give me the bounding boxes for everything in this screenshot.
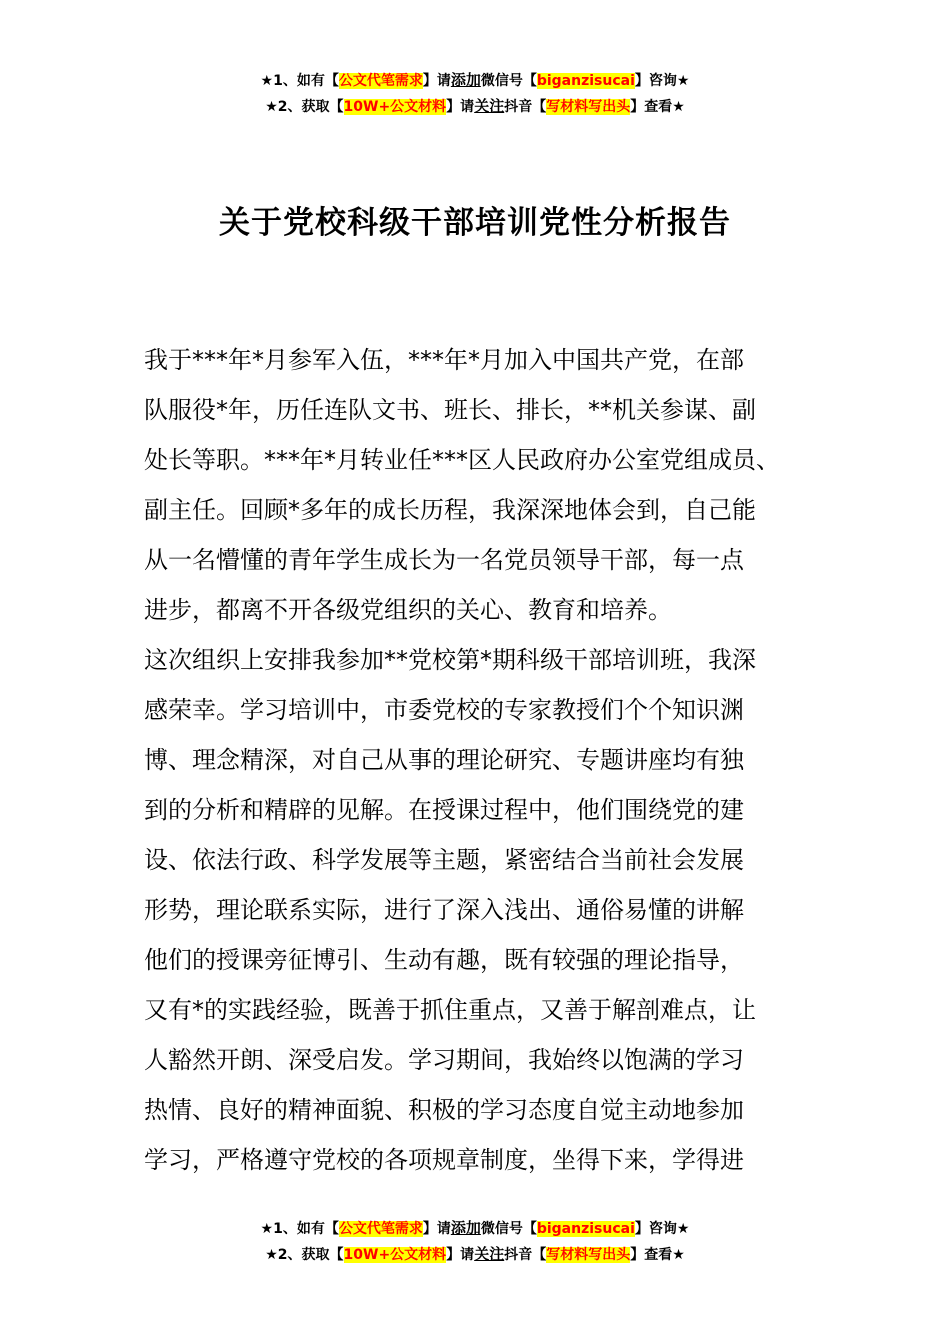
ad-emphasis: 添加	[450, 1219, 481, 1237]
body-line: 形势，理论联系实际，进行了深入浅出、通俗易懂的讲解	[144, 896, 744, 924]
body-line: 感荣幸。学习培训中，市委党校的专家教授们个个知识渊	[144, 696, 744, 724]
body-line: 博、理念精深，对自己从事的理论研究、专题讲座均有独	[144, 746, 744, 774]
ad-text: ★1、如有【	[260, 73, 339, 89]
body-line: 这次组织上安排我参加**党校第*期科级干部培训班，我深	[144, 646, 756, 674]
footer-ad-banner	[0, 1216, 950, 1268]
ad-emphasis: 添加	[450, 71, 481, 89]
body-line: 他们的授课旁征博引、生动有趣，既有较强的理论指导，	[144, 946, 744, 974]
ad-line-1	[0, 68, 950, 94]
ad-text: 】请	[446, 99, 475, 115]
ad-emphasis: 关注	[474, 1245, 505, 1263]
body-line: 人豁然开朗、深受启发。学习期间，我始终以饱满的学习	[144, 1046, 744, 1074]
ad-text: 抖音【	[504, 1247, 547, 1263]
ad-text: 】请	[422, 1221, 451, 1237]
body-line: 设、依法行政、科学发展等主题，紧密结合当前社会发展	[144, 846, 744, 874]
ad-text: 微信号【	[480, 1221, 537, 1237]
body-line: 处长等职。***年*月转业任***区人民政府办公室党组成员、	[144, 446, 780, 474]
ad-text: 】查看★	[630, 99, 685, 115]
body-line: 进步，都离不开各级党组织的关心、教育和培养。	[144, 596, 672, 624]
ad-text: ★2、获取【	[265, 99, 344, 115]
ad-text: 】请	[422, 73, 451, 89]
ad-highlight-douyin-account: 写材料写出头	[546, 1247, 631, 1263]
ad-text: ★1、如有【	[260, 1221, 339, 1237]
ad-text: 抖音【	[504, 99, 547, 115]
body-line: 到的分析和精辟的见解。在授课过程中，他们围绕党的建	[144, 796, 744, 824]
ad-text: 】查看★	[630, 1247, 685, 1263]
ad-highlight-materials: 10W+公文材料	[343, 99, 447, 115]
ad-text: ★2、获取【	[265, 1247, 344, 1263]
ad-text: 】咨询★	[634, 73, 690, 89]
ad-line-1	[0, 1216, 950, 1242]
body-line: 热情、良好的精神面貌、积极的学习态度自觉主动地参加	[144, 1096, 744, 1124]
document-title: 关于党校科级干部培训党性分析报告	[219, 205, 731, 241]
body-line: 副主任。回顾*多年的成长历程，我深深地体会到，自己能	[144, 496, 756, 524]
ad-text: 】咨询★	[634, 1221, 690, 1237]
body-line: 从一名懵懂的青年学生成长为一名党员领导干部，每一点	[144, 546, 744, 574]
ad-text: 】请	[446, 1247, 475, 1263]
body-line: 我于***年*月参军入伍，***年*月加入中国共产党，在部	[144, 346, 744, 374]
ad-emphasis: 关注	[474, 97, 505, 115]
ad-highlight-materials: 10W+公文材料	[343, 1247, 447, 1263]
ad-line-2	[0, 1242, 950, 1268]
document-body	[144, 335, 810, 1185]
ad-highlight-wechat-id: biganzisucai	[536, 73, 635, 89]
ad-highlight-douyin-account: 写材料写出头	[546, 99, 631, 115]
header-ad-banner	[0, 68, 950, 120]
ad-highlight-wechat-id: biganzisucai	[536, 1221, 635, 1237]
ad-line-2	[0, 94, 950, 120]
ad-highlight-service: 公文代笔需求	[338, 1221, 423, 1237]
body-line: 学习，严格遵守党校的各项规章制度，坐得下来，学得进	[144, 1146, 744, 1174]
body-line: 队服役*年，历任连队文书、班长、排长，**机关参谋、副	[144, 396, 756, 424]
body-line: 又有*的实践经验，既善于抓住重点，又善于解剖难点，让	[144, 996, 756, 1024]
ad-highlight-service: 公文代笔需求	[338, 73, 423, 89]
ad-text: 微信号【	[480, 73, 537, 89]
